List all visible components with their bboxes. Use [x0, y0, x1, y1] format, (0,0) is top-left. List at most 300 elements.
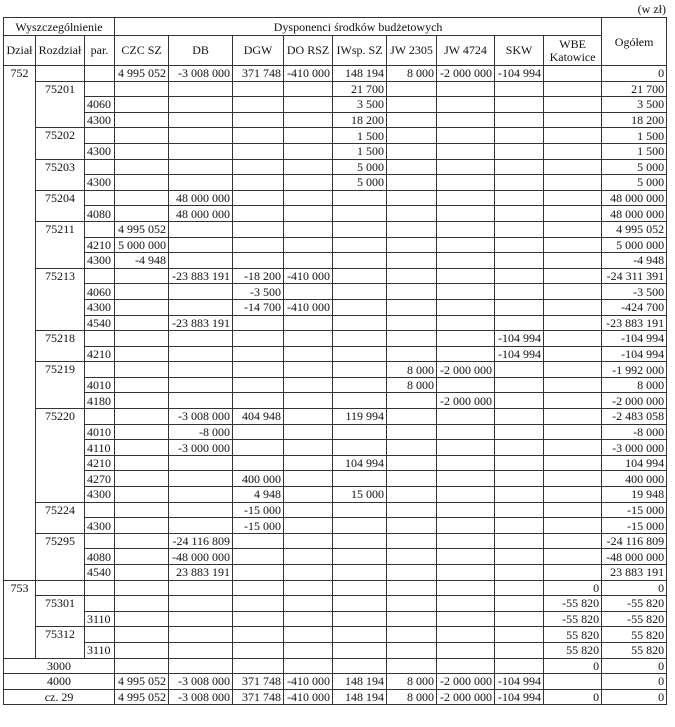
cell-value: 4 948	[233, 487, 284, 503]
cell-total: 0	[602, 66, 667, 82]
cell-value	[495, 377, 544, 393]
cell-value: 4 995 052	[115, 66, 169, 82]
cell-value	[387, 596, 437, 612]
cell-value: -23 883 191	[169, 315, 233, 331]
table-row	[4, 81, 667, 97]
cell-par: 4210	[85, 237, 115, 253]
cell-total: 55 820	[602, 642, 667, 658]
cell-total: 5 000 000	[602, 237, 667, 253]
table-row	[4, 97, 667, 113]
cell-value	[233, 455, 284, 471]
cell-value	[284, 611, 333, 627]
table-row	[4, 143, 667, 159]
cell-value	[115, 346, 169, 362]
cell-value	[115, 175, 169, 191]
cell-value	[333, 346, 387, 362]
cell-value	[437, 284, 495, 300]
cell-value	[495, 97, 544, 113]
cell-value: 55 820	[544, 642, 602, 658]
cell-value	[115, 315, 169, 331]
cell-total: 0	[602, 674, 667, 690]
cell-value	[437, 518, 495, 534]
cell-value	[437, 143, 495, 159]
cell-value	[333, 299, 387, 315]
cell-total: 5 000	[602, 159, 667, 175]
cell-value: -14 700	[233, 299, 284, 315]
cell-value	[544, 190, 602, 206]
cell-rozdzial: 75201	[36, 81, 85, 128]
cell-value: 0	[544, 658, 602, 674]
cell-value	[544, 518, 602, 534]
cell-value: 8 000	[387, 66, 437, 82]
cell-value	[284, 502, 333, 518]
table-row	[4, 159, 667, 175]
cell-value	[333, 206, 387, 222]
cell-par: 4060	[85, 97, 115, 113]
cell-value	[115, 393, 169, 409]
cell-value	[387, 315, 437, 331]
cell-value: 0	[544, 580, 602, 596]
cell-value	[387, 658, 437, 674]
cell-par: 4540	[85, 315, 115, 331]
cell-value	[387, 175, 437, 191]
cell-value	[284, 190, 333, 206]
cell-value	[169, 81, 233, 97]
cell-value	[233, 190, 284, 206]
cell-value	[495, 424, 544, 440]
cell-value	[544, 81, 602, 97]
cell-value	[333, 440, 387, 456]
cell-value	[437, 315, 495, 331]
cell-value	[333, 315, 387, 331]
cell-value	[233, 565, 284, 581]
cell-value	[387, 346, 437, 362]
cell-par	[85, 190, 115, 206]
cell-value	[387, 190, 437, 206]
cell-value	[233, 549, 284, 565]
table-row	[4, 642, 667, 658]
cell-value	[169, 346, 233, 362]
cell-value	[233, 175, 284, 191]
cell-value	[544, 159, 602, 175]
cell-value	[495, 580, 544, 596]
cell-value	[169, 112, 233, 128]
cell-value	[115, 128, 169, 144]
table-row	[4, 565, 667, 581]
cell-value	[284, 143, 333, 159]
cell-value	[169, 487, 233, 503]
cell-value: 0	[544, 689, 602, 705]
table-row	[4, 455, 667, 471]
cell-value	[437, 596, 495, 612]
header-total: Ogółem	[602, 18, 667, 66]
cell-value	[387, 159, 437, 175]
cell-value	[437, 81, 495, 97]
cell-value	[284, 409, 333, 425]
cell-value	[169, 627, 233, 643]
cell-value: -2 000 000	[437, 66, 495, 82]
cell-par: 4080	[85, 549, 115, 565]
cell-value: 8 000	[387, 689, 437, 705]
cell-value	[495, 175, 544, 191]
cell-value	[437, 502, 495, 518]
cell-value: 21 700	[333, 81, 387, 97]
cell-value	[169, 580, 233, 596]
cell-par: 4210	[85, 346, 115, 362]
cell-value	[284, 440, 333, 456]
cell-value	[544, 221, 602, 237]
cell-value	[387, 97, 437, 113]
cell-value	[233, 393, 284, 409]
table-row	[4, 331, 667, 347]
cell-value	[544, 268, 602, 284]
cell-par	[85, 502, 115, 518]
cell-value: -3 008 000	[169, 66, 233, 82]
cell-total: -104 994	[602, 331, 667, 347]
cell-value	[437, 331, 495, 347]
cell-par	[85, 221, 115, 237]
cell-value: -15 000	[233, 518, 284, 534]
cell-value	[544, 674, 602, 690]
cell-value	[169, 362, 233, 378]
cell-rozdzial: 75220	[36, 409, 85, 503]
cell-value: -48 000 000	[169, 549, 233, 565]
cell-value	[387, 455, 437, 471]
cell-rozdzial: 75219	[36, 362, 85, 409]
cell-value	[544, 471, 602, 487]
cell-rozdzial: 75295	[36, 533, 85, 580]
cell-total: -2 000 000	[602, 393, 667, 409]
cell-value: -3 008 000	[169, 689, 233, 705]
cell-value	[495, 128, 544, 144]
cell-value	[284, 284, 333, 300]
cell-total: -4 948	[602, 253, 667, 269]
cell-value	[495, 440, 544, 456]
cell-value: -410 000	[284, 689, 333, 705]
cell-value	[437, 580, 495, 596]
cell-value	[437, 549, 495, 565]
cell-value: 371 748	[233, 674, 284, 690]
cell-total: 21 700	[602, 81, 667, 97]
cell-rozdzial	[36, 580, 85, 596]
cell-value	[115, 377, 169, 393]
cell-value	[333, 331, 387, 347]
cell-value	[387, 518, 437, 534]
cell-value	[333, 549, 387, 565]
cell-value	[544, 455, 602, 471]
cell-value	[115, 143, 169, 159]
cell-total: 0	[602, 658, 667, 674]
cell-rozdzial: 75218	[36, 331, 85, 362]
cell-value: -104 994	[495, 674, 544, 690]
table-row	[4, 440, 667, 456]
cell-value	[544, 237, 602, 253]
table-body	[4, 66, 667, 705]
cell-total: -24 116 809	[602, 533, 667, 549]
cell-par	[85, 533, 115, 549]
cell-value	[495, 658, 544, 674]
table-row	[4, 346, 667, 362]
cell-value	[333, 502, 387, 518]
cell-value	[233, 237, 284, 253]
header-db: DB	[169, 36, 233, 66]
cell-value	[495, 159, 544, 175]
cell-value	[233, 221, 284, 237]
cell-value: -3 000 000	[169, 440, 233, 456]
cell-value	[544, 112, 602, 128]
cell-value	[284, 471, 333, 487]
cell-value: -2 000 000	[437, 689, 495, 705]
cell-value	[233, 346, 284, 362]
cell-value	[284, 128, 333, 144]
cell-value: -23 883 191	[169, 268, 233, 284]
cell-value	[495, 518, 544, 534]
cell-total: 3 500	[602, 97, 667, 113]
cell-value	[544, 331, 602, 347]
cell-value	[387, 221, 437, 237]
cell-total: -1 992 000	[602, 362, 667, 378]
cell-value	[437, 424, 495, 440]
cell-value: 8 000	[387, 674, 437, 690]
cell-value	[233, 112, 284, 128]
cell-value	[495, 596, 544, 612]
cell-value	[333, 284, 387, 300]
cell-value	[387, 112, 437, 128]
cell-value	[233, 128, 284, 144]
cell-value	[284, 658, 333, 674]
cell-value	[284, 627, 333, 643]
cell-value	[233, 159, 284, 175]
cell-value: -2 000 000	[437, 393, 495, 409]
cell-total: 0	[602, 689, 667, 705]
header-iwsp-sz: IWsp. SZ	[333, 36, 387, 66]
cell-value	[284, 518, 333, 534]
cell-rozdzial: 75202	[36, 128, 85, 159]
cell-par	[85, 409, 115, 425]
cell-par: 4300	[85, 299, 115, 315]
cell-value	[284, 596, 333, 612]
cell-par	[85, 66, 115, 82]
cell-value: 119 994	[333, 409, 387, 425]
cell-value: 404 948	[233, 409, 284, 425]
cell-value	[115, 331, 169, 347]
cell-value	[115, 642, 169, 658]
cell-value	[233, 533, 284, 549]
cell-value	[284, 393, 333, 409]
table-row	[4, 221, 667, 237]
cell-value	[544, 206, 602, 222]
cell-total: -104 994	[602, 346, 667, 362]
cell-value	[115, 190, 169, 206]
table-row	[4, 268, 667, 284]
cell-value	[115, 159, 169, 175]
cell-value	[544, 565, 602, 581]
summary-row	[4, 658, 667, 674]
cell-value	[495, 237, 544, 253]
cell-value	[284, 159, 333, 175]
cell-value	[284, 642, 333, 658]
cell-value: -410 000	[284, 66, 333, 82]
cell-value	[544, 253, 602, 269]
cell-value	[233, 627, 284, 643]
cell-total: 48 000 000	[602, 206, 667, 222]
table-row	[4, 253, 667, 269]
cell-total: 8 000	[602, 377, 667, 393]
table-row	[4, 284, 667, 300]
cell-value	[437, 299, 495, 315]
cell-value	[115, 596, 169, 612]
cell-value	[115, 362, 169, 378]
cell-value	[233, 580, 284, 596]
table-row	[4, 362, 667, 378]
cell-value	[333, 580, 387, 596]
cell-value	[437, 97, 495, 113]
cell-value	[115, 409, 169, 425]
cell-value	[495, 409, 544, 425]
table-row	[4, 424, 667, 440]
cell-value	[169, 143, 233, 159]
cell-total: -55 820	[602, 611, 667, 627]
cell-value	[387, 642, 437, 658]
cell-value	[437, 455, 495, 471]
cell-value	[284, 362, 333, 378]
cell-value: 371 748	[233, 689, 284, 705]
cell-value	[115, 627, 169, 643]
cell-value	[115, 518, 169, 534]
cell-value	[333, 518, 387, 534]
cell-value	[544, 409, 602, 425]
cell-total: -48 000 000	[602, 549, 667, 565]
cell-par	[85, 128, 115, 144]
cell-total: 19 948	[602, 487, 667, 503]
cell-value: 4 995 052	[115, 221, 169, 237]
cell-value	[437, 627, 495, 643]
cell-value	[387, 471, 437, 487]
cell-value	[284, 81, 333, 97]
cell-value	[169, 393, 233, 409]
table-row	[4, 175, 667, 191]
cell-value	[233, 611, 284, 627]
cell-value: -104 994	[495, 689, 544, 705]
cell-value	[115, 455, 169, 471]
cell-par: 4540	[85, 565, 115, 581]
cell-value: 4 995 052	[115, 689, 169, 705]
cell-total: -55 820	[602, 596, 667, 612]
cell-value	[544, 487, 602, 503]
cell-value	[284, 253, 333, 269]
cell-rozdzial: 75204	[36, 190, 85, 221]
cell-total: 55 820	[602, 627, 667, 643]
cell-value	[169, 642, 233, 658]
cell-par: 4010	[85, 377, 115, 393]
cell-value	[544, 175, 602, 191]
cell-value: 18 200	[333, 112, 387, 128]
cell-rozdzial	[36, 66, 85, 82]
table-row	[4, 533, 667, 549]
cell-value	[284, 346, 333, 362]
cell-total: 104 994	[602, 455, 667, 471]
cell-value	[437, 611, 495, 627]
cell-value	[115, 487, 169, 503]
header-par: par.	[85, 36, 115, 66]
cell-value	[333, 237, 387, 253]
cell-value	[233, 97, 284, 113]
cell-value	[495, 471, 544, 487]
cell-value	[333, 611, 387, 627]
cell-value: -3 500	[233, 284, 284, 300]
cell-par: 4300	[85, 112, 115, 128]
cell-value	[115, 97, 169, 113]
cell-value	[387, 237, 437, 253]
cell-value	[284, 331, 333, 347]
cell-value	[115, 440, 169, 456]
cell-value	[437, 159, 495, 175]
cell-value	[169, 175, 233, 191]
header-dzial: Dział	[4, 36, 36, 66]
cell-value: 48 000 000	[169, 190, 233, 206]
cell-value: -410 000	[284, 299, 333, 315]
cell-value	[333, 596, 387, 612]
cell-value	[115, 565, 169, 581]
cell-value	[387, 143, 437, 159]
cell-value	[115, 611, 169, 627]
cell-value	[544, 393, 602, 409]
cell-rozdzial: 75211	[36, 221, 85, 268]
cell-value: -104 994	[495, 331, 544, 347]
cell-total: 400 000	[602, 471, 667, 487]
cell-value	[233, 377, 284, 393]
cell-value	[437, 533, 495, 549]
table-row	[4, 112, 667, 128]
cell-value	[495, 206, 544, 222]
cell-value	[387, 549, 437, 565]
cell-value	[333, 627, 387, 643]
cell-value	[284, 487, 333, 503]
cell-value: 400 000	[233, 471, 284, 487]
cell-total: 1 500	[602, 143, 667, 159]
cell-value	[495, 565, 544, 581]
cell-value	[437, 253, 495, 269]
cell-value	[495, 533, 544, 549]
cell-par: 4060	[85, 284, 115, 300]
cell-value	[544, 502, 602, 518]
cell-value	[437, 112, 495, 128]
cell-par: 4300	[85, 518, 115, 534]
cell-value: -24 116 809	[169, 533, 233, 549]
cell-value	[387, 502, 437, 518]
cell-value	[333, 658, 387, 674]
cell-value	[284, 377, 333, 393]
cell-rozdzial: 75203	[36, 159, 85, 190]
header-group-dysponenci: Dysponenci środków budżetowych	[115, 18, 602, 36]
cell-value: -104 994	[495, 66, 544, 82]
cell-value	[437, 175, 495, 191]
cell-value	[437, 237, 495, 253]
cell-value	[115, 549, 169, 565]
cell-value: -104 994	[495, 346, 544, 362]
cell-value: -15 000	[233, 502, 284, 518]
cell-value	[333, 253, 387, 269]
cell-value: 3 500	[333, 97, 387, 113]
cell-value	[387, 206, 437, 222]
cell-total: -24 311 391	[602, 268, 667, 284]
cell-value	[169, 377, 233, 393]
cell-par	[85, 627, 115, 643]
cell-value	[333, 393, 387, 409]
cell-value: 104 994	[333, 455, 387, 471]
cell-value	[495, 253, 544, 269]
cell-par: 4300	[85, 175, 115, 191]
